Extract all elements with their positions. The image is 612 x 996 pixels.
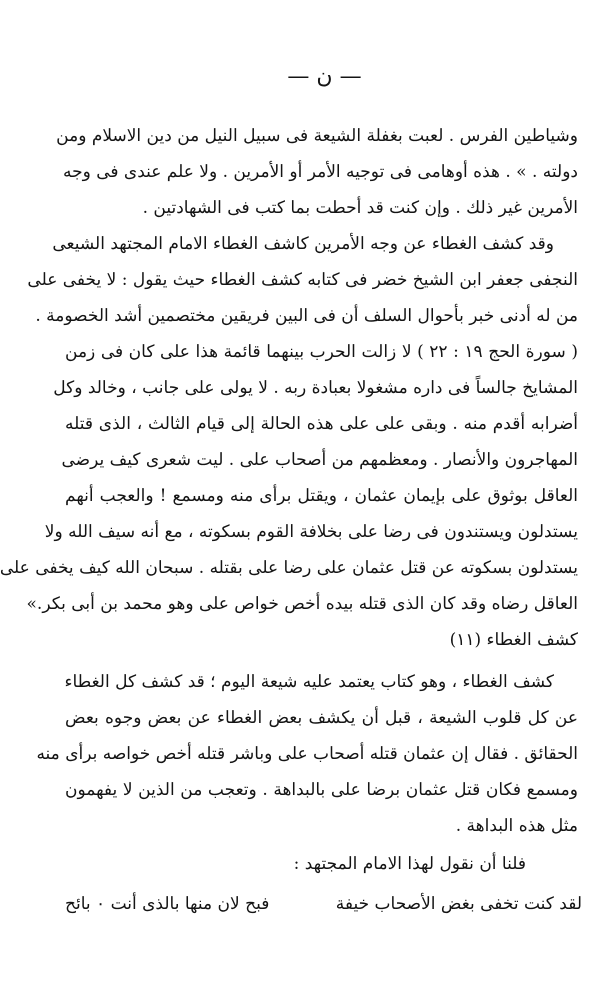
text-line: ومسمع فكان قتل عثمان برضا على بالبداهة . وتعجب من الذين لا يفهمون — [65, 780, 578, 800]
text-line: الحقائق . فقال إن عثمان قتله أصحاب على وباشر قتله أخص خواصه برأى منه — [36, 744, 578, 764]
verse-first-hemistich: لقد كنت تخفى بغض الأصحاب خيفة — [335, 894, 582, 914]
text-line: يستدلون بسكوته عن قتل عثمان على رضا على بقتله . سبحان الله كيف يخفى على — [0, 558, 578, 578]
text-line: العاقل رضاه وقد كان الذى قتله بيده أخص خواص على وهو محمد بن أبى بكر.» — [26, 594, 578, 614]
page-number: — ن — — [287, 64, 362, 89]
text-line: دولته . » . هذه أوهامى فى توجيه الأمر أو الأمرين . ولا علم عندى فى وجه — [62, 162, 578, 182]
text-line: ( سورة الحج ١٩ : ٢٢ ) لا زالت الحرب بينهما قائمة هذا على كان فى زمن — [65, 342, 578, 362]
poem-intro-line: فلنا أن نقول لهذا الامام المجتهد : — [293, 854, 526, 874]
text-line: وشياطين الفرس . لعبت بغفلة الشيعة فى سبيل النيل من دين الاسلام ومن — [56, 126, 578, 146]
text-line: المهاجرون والأنصار . ومعظمهم من أصحاب على . ليت شعرى كيف يرضى — [61, 450, 578, 470]
verse-second-hemistich: فبح لان منها بالذى أنت ٠ بائح — [65, 894, 270, 914]
poem-verse — [65, 886, 582, 922]
text-line: المشايخ جالساً فى داره مشغولا بعبادة ربه . لا يولى على جانب ، وخالد وكل — [53, 378, 578, 398]
paragraph-start-line: كشف الغطاء ، وهو كتاب يعتمد عليه شيعة اليوم ؛ قد كشف كل الغطاء — [64, 672, 554, 692]
text-line: العاقل بوثوق على بإيمان عثمان ، ويقتل برأى منه ومسمع ! والعجب أنهم — [65, 486, 578, 506]
text-line: النجفى جعفر ابن الشيخ خضر فى كتابه كشف الغطاء حيث يقول : لا يخفى على — [27, 270, 578, 290]
text-line: يستدلون ويستندون فى رضا على بخلافة القوم بسكوته ، مع أنه سيف الله ولا — [44, 522, 578, 542]
text-line: الأمرين غير ذلك . وإن كنت قد أحطت بما كتب فى الشهادتين . — [142, 198, 578, 218]
paragraph-start-line: وقد كشف الغطاء عن وجه الأمرين كاشف الغطاء الامام المجتهد الشيعى — [52, 234, 554, 254]
text-line: من له أدنى خبر بأحوال السلف أن فى البين فريقين مختصمين أشد الخصومة . — [35, 306, 578, 326]
text-line: مثل هذه البداهة . — [455, 816, 578, 836]
text-line: عن كل قلوب الشيعة ، قبل أن يكشف بعض الغطاء عن بعض وجوه بعض — [65, 708, 578, 728]
text-line: أضرابه أقدم منه . وبقى على على هذه الحالة إلى قيام الثالث ، الذى قتله — [65, 414, 578, 434]
citation-line: كشف الغطاء (١١) — [449, 630, 578, 650]
